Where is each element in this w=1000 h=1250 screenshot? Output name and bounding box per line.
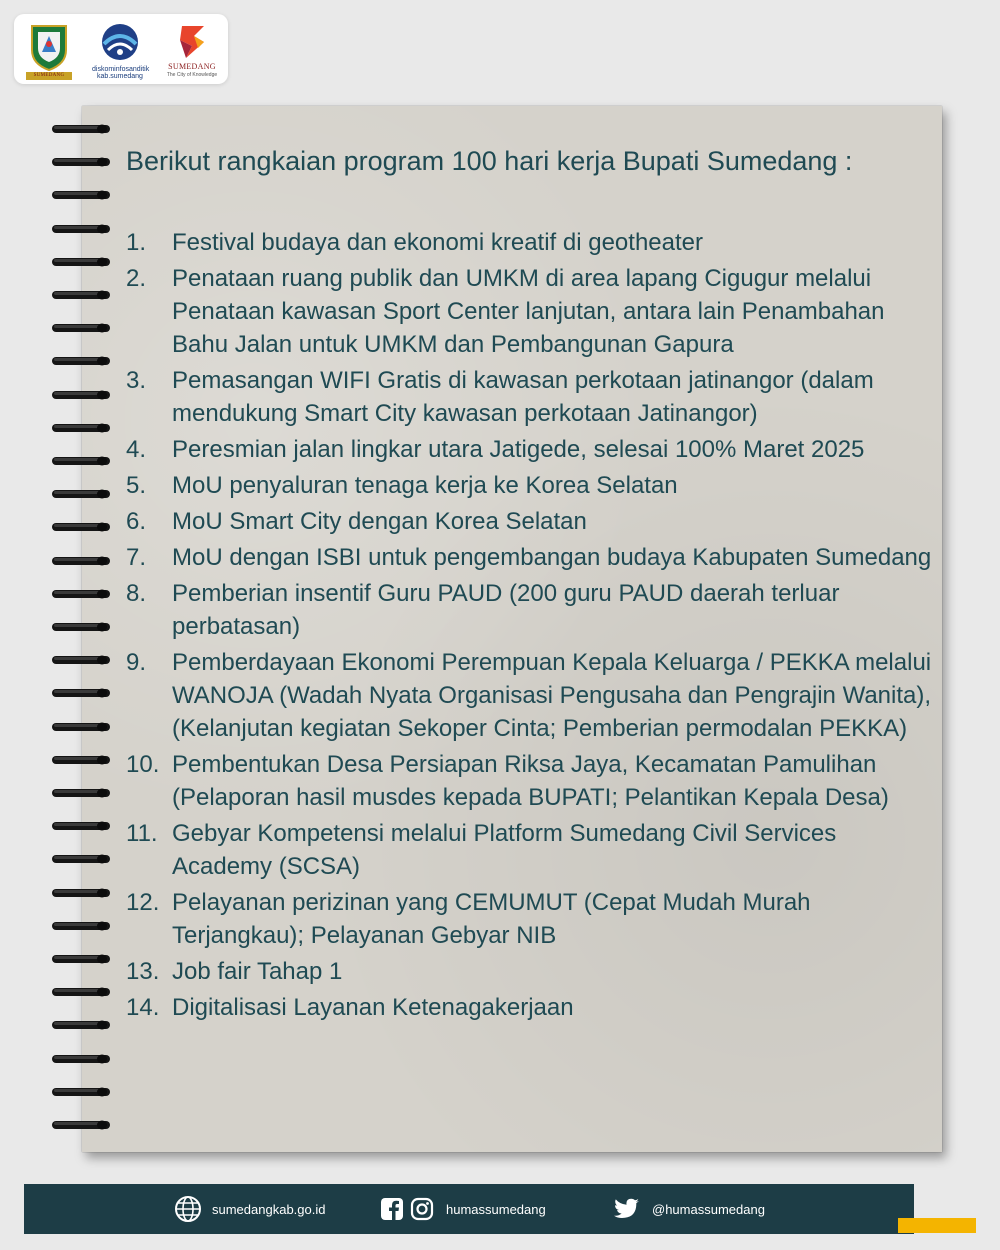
spiral-ring	[52, 886, 112, 902]
twitter-icon	[614, 1198, 640, 1220]
spiral-ring	[52, 1018, 112, 1034]
program-text: MoU dengan ISBI untuk pengembangan budaya Kabupaten Sumedang	[172, 544, 932, 571]
spiral-ring	[52, 454, 112, 470]
spiral-ring	[52, 653, 112, 669]
program-text: Pemasangan WIFI Gratis di kawasan perkotaan jatinangor (dalam mendukung Smart City kawasan perkotaan Jatinangor)	[172, 367, 874, 427]
spiral-ring	[52, 852, 112, 868]
program-number: 7.	[126, 544, 147, 571]
footer-bar	[24, 1184, 914, 1234]
spiral-ring	[52, 720, 112, 736]
program-number: 14.	[126, 994, 160, 1021]
program-text: Penataan ruang publik dan UMKM di area lapang Cigugur melalui Penataan kawasan Sport Center lanjutan, antara lain Penambahan Bahu Jalan untuk UMKM dan Pembangunan Gapura	[172, 265, 885, 358]
program-number: 3.	[126, 367, 147, 394]
website-text: sumedangkab.go.id	[212, 1201, 326, 1217]
spiral-ring	[52, 587, 112, 603]
spiral-ring	[52, 554, 112, 570]
spiral-ring	[52, 1052, 112, 1068]
program-text: Gebyar Kompetensi melalui Platform Sumedang Civil Services Academy (SCSA)	[172, 820, 837, 880]
spiral-ring	[52, 487, 112, 503]
instagram-icon	[410, 1197, 434, 1221]
program-item	[126, 991, 936, 1024]
program-item	[126, 817, 936, 883]
program-item	[126, 433, 936, 466]
program-number: 1.	[126, 229, 147, 256]
twitter-handle-text: @humassumedang	[652, 1201, 765, 1217]
program-number: 6.	[126, 508, 147, 535]
diskominfo-logo-icon	[92, 22, 148, 82]
spiral-ring	[52, 288, 112, 304]
spiral-ring	[52, 952, 112, 968]
program-item	[126, 469, 936, 502]
spiral-ring	[52, 321, 112, 337]
spiral-ring	[52, 388, 112, 404]
program-item	[126, 364, 936, 430]
program-number: 4.	[126, 436, 147, 463]
program-text: Job fair Tahap 1	[172, 958, 343, 985]
spiral-ring	[52, 819, 112, 835]
spiral-binding	[52, 122, 112, 1142]
program-item	[126, 577, 936, 643]
spiral-ring	[52, 985, 112, 1001]
program-text: Digitalisasi Layanan Ketenagakerjaan	[172, 994, 574, 1021]
website-link[interactable]	[174, 1184, 325, 1234]
spiral-ring	[52, 155, 112, 171]
footer-accent-bar	[898, 1218, 976, 1233]
spiral-ring	[52, 188, 112, 204]
program-item	[126, 226, 936, 259]
spiral-ring	[52, 354, 112, 370]
spiral-ring	[52, 222, 112, 238]
program-number: 5.	[126, 472, 147, 499]
sumedang-city-brand-logo-icon	[164, 22, 220, 82]
spiral-ring	[52, 421, 112, 437]
city-brand-subcaption: The City of Knowledge	[166, 72, 218, 78]
program-list	[126, 226, 936, 1027]
program-text: Pelayanan perizinan yang CEMUMUT (Cepat Mudah Murah Terjangkau); Pelayanan Gebyar NIB	[172, 889, 811, 949]
program-number: 2.	[126, 265, 147, 292]
program-item	[126, 646, 936, 745]
spiral-ring	[52, 620, 112, 636]
spiral-ring	[52, 919, 112, 935]
program-text: Pemberdayaan Ekonomi Perempuan Kepala Keluarga / PEKKA melalui WANOJA (Wadah Nyata Organisasi Pengusaha dan Pengrajin Wanita), (Kelanjutan kegiatan Sekoper Cinta; Pemberian permodalan PEKKA)	[172, 649, 932, 742]
twitter-link[interactable]	[614, 1184, 765, 1234]
program-number: 11.	[126, 820, 158, 847]
facebook-icon	[380, 1197, 404, 1221]
program-text: Festival budaya dan ekonomi kreatif di geotheater	[172, 229, 703, 256]
program-text: Peresmian jalan lingkar utara Jatigede, selesai 100% Maret 2025	[172, 436, 865, 463]
program-item	[126, 505, 936, 538]
program-item	[126, 886, 936, 952]
program-text: Pembentukan Desa Persiapan Riksa Jaya, Kecamatan Pamulihan (Pelaporan hasil musdes kepada BUPATI; Pelantikan Kepala Desa)	[172, 751, 889, 811]
city-brand-caption: SUMEDANG	[168, 62, 216, 71]
program-text: Pemberian insentif Guru PAUD (200 guru PAUD daerah terluar perbatasan)	[172, 580, 840, 640]
spiral-ring	[52, 686, 112, 702]
diskominfo-caption: diskominfosanditik kab.sumedang	[92, 66, 150, 80]
spiral-ring	[52, 1118, 112, 1134]
program-number: 13.	[126, 958, 160, 985]
spiral-ring	[52, 255, 112, 271]
emblem-caption: SUMEDANG	[26, 72, 72, 80]
globe-icon	[174, 1195, 202, 1223]
spiral-ring	[52, 520, 112, 536]
spiral-ring	[52, 122, 112, 138]
spiral-ring	[52, 786, 112, 802]
program-item	[126, 262, 936, 361]
program-number: 10.	[126, 751, 160, 778]
program-text: MoU Smart City dengan Korea Selatan	[172, 508, 587, 535]
program-item	[126, 541, 936, 574]
program-number: 12.	[126, 889, 160, 916]
program-number: 9.	[126, 649, 147, 676]
program-text: MoU penyaluran tenaga kerja ke Korea Selatan	[172, 472, 678, 499]
social-handle-text: humassumedang	[446, 1201, 546, 1217]
logo-card	[14, 14, 228, 84]
social-link[interactable]	[380, 1184, 546, 1234]
program-item	[126, 955, 936, 988]
program-item	[126, 748, 936, 814]
program-list-title: Berikut rangkaian program 100 hari kerja Bupati Sumedang :	[126, 146, 853, 176]
spiral-ring	[52, 1085, 112, 1101]
program-number: 8.	[126, 580, 147, 607]
spiral-ring	[52, 753, 112, 769]
sumedang-regency-emblem-icon	[24, 22, 74, 82]
